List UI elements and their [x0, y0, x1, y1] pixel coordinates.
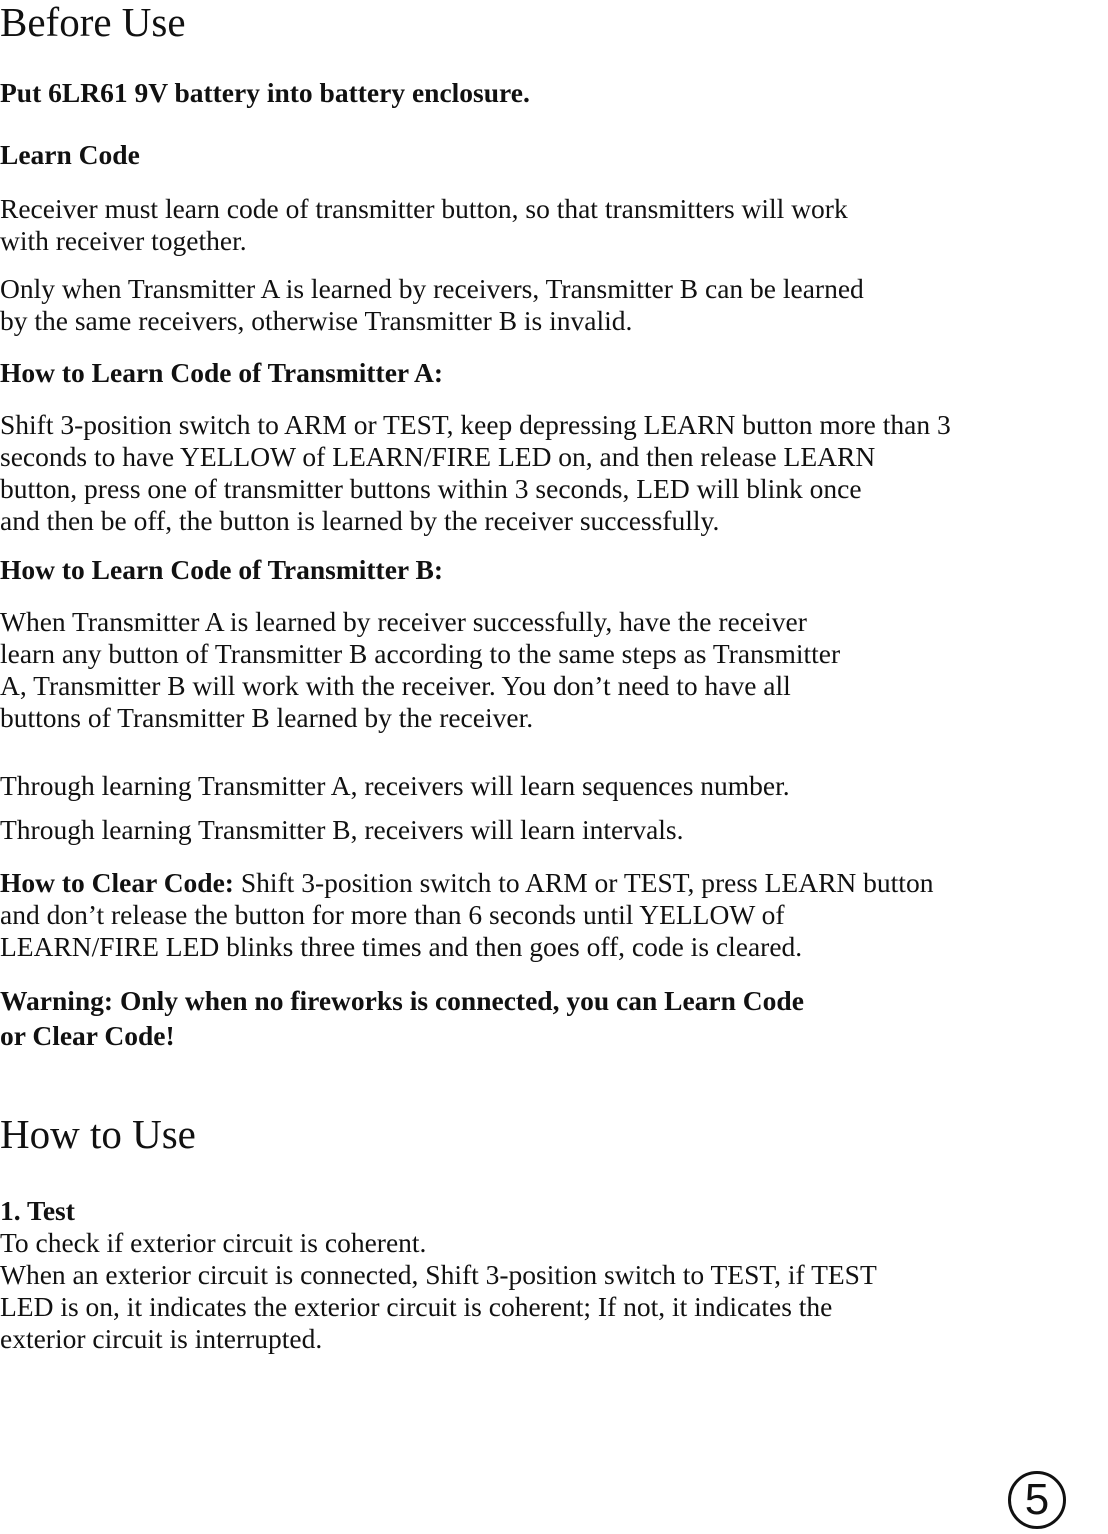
before-use-heading: Before Use [0, 0, 186, 45]
warning-line: Warning: Only when no fireworks is connected, you can Learn Code [0, 985, 804, 1016]
clear-code-instructions [0, 867, 933, 963]
learn-order-note [0, 273, 864, 337]
how-to-use-heading: How to Use [0, 1111, 196, 1157]
battery-note: Put 6LR61 9V battery into battery enclosure. [0, 77, 530, 108]
paragraph-line: seconds to have YELLOW of LEARN/FIRE LED on, and then release LEARN [0, 441, 876, 472]
transmitter-b-steps [0, 606, 840, 734]
paragraph-line: and don’t release the button for more than 6 seconds until YELLOW of [0, 899, 785, 930]
learn-code-heading: Learn Code [0, 139, 140, 170]
test-heading: 1. Test [0, 1195, 75, 1226]
paragraph-line: learn any button of Transmitter B according to the same steps as Transmitter [0, 638, 841, 669]
paragraph-line: When Transmitter A is learned by receiver successfully, have the receiver [0, 606, 807, 637]
test-description [0, 1227, 877, 1355]
paragraph-line: and then be off, the button is learned by the receiver successfully. [0, 505, 720, 536]
learning-note-b: Through learning Transmitter B, receivers will learn intervals. [0, 814, 684, 845]
paragraph-line: Shift 3-position switch to ARM or TEST, keep depressing LEARN button more than 3 [0, 409, 951, 440]
page-number: 5 [1008, 1471, 1066, 1529]
paragraph-line: When an exterior circuit is connected, Shift 3-position switch to TEST, if TEST [0, 1259, 877, 1290]
paragraph-line: To check if exterior circuit is coherent. [0, 1227, 427, 1258]
paragraph-line: exterior circuit is interrupted. [0, 1323, 323, 1354]
warning-line: or Clear Code! [0, 1020, 175, 1051]
paragraph-line: by the same receivers, otherwise Transmitter B is invalid. [0, 305, 633, 336]
learn-code-intro [0, 193, 848, 257]
learning-note-a: Through learning Transmitter A, receivers will learn sequences number. [0, 770, 790, 801]
paragraph-line: with receiver together. [0, 225, 247, 256]
transmitter-a-steps [0, 409, 951, 537]
paragraph-line: Receiver must learn code of transmitter button, so that transmitters will work [0, 193, 848, 224]
paragraph-line: buttons of Transmitter B learned by the receiver. [0, 702, 534, 733]
clear-code-label: How to Clear Code: [0, 867, 234, 898]
paragraph-line: Only when Transmitter A is learned by receivers, Transmitter B can be learned [0, 273, 864, 304]
paragraph-line: LED is on, it indicates the exterior circuit is coherent; If not, it indicates the [0, 1291, 833, 1322]
paragraph-line: button, press one of transmitter buttons within 3 seconds, LED will blink once [0, 473, 862, 504]
paragraph-line: A, Transmitter B will work with the receiver. You don’t need to have all [0, 670, 791, 701]
paragraph-line: LEARN/FIRE LED blinks three times and then goes off, code is cleared. [0, 931, 803, 962]
paragraph-line: Shift 3-position switch to ARM or TEST, press LEARN button [233, 867, 934, 898]
warning-note [0, 983, 804, 1053]
transmitter-b-heading: How to Learn Code of Transmitter B: [0, 554, 444, 585]
transmitter-a-heading: How to Learn Code of Transmitter A: [0, 357, 444, 388]
